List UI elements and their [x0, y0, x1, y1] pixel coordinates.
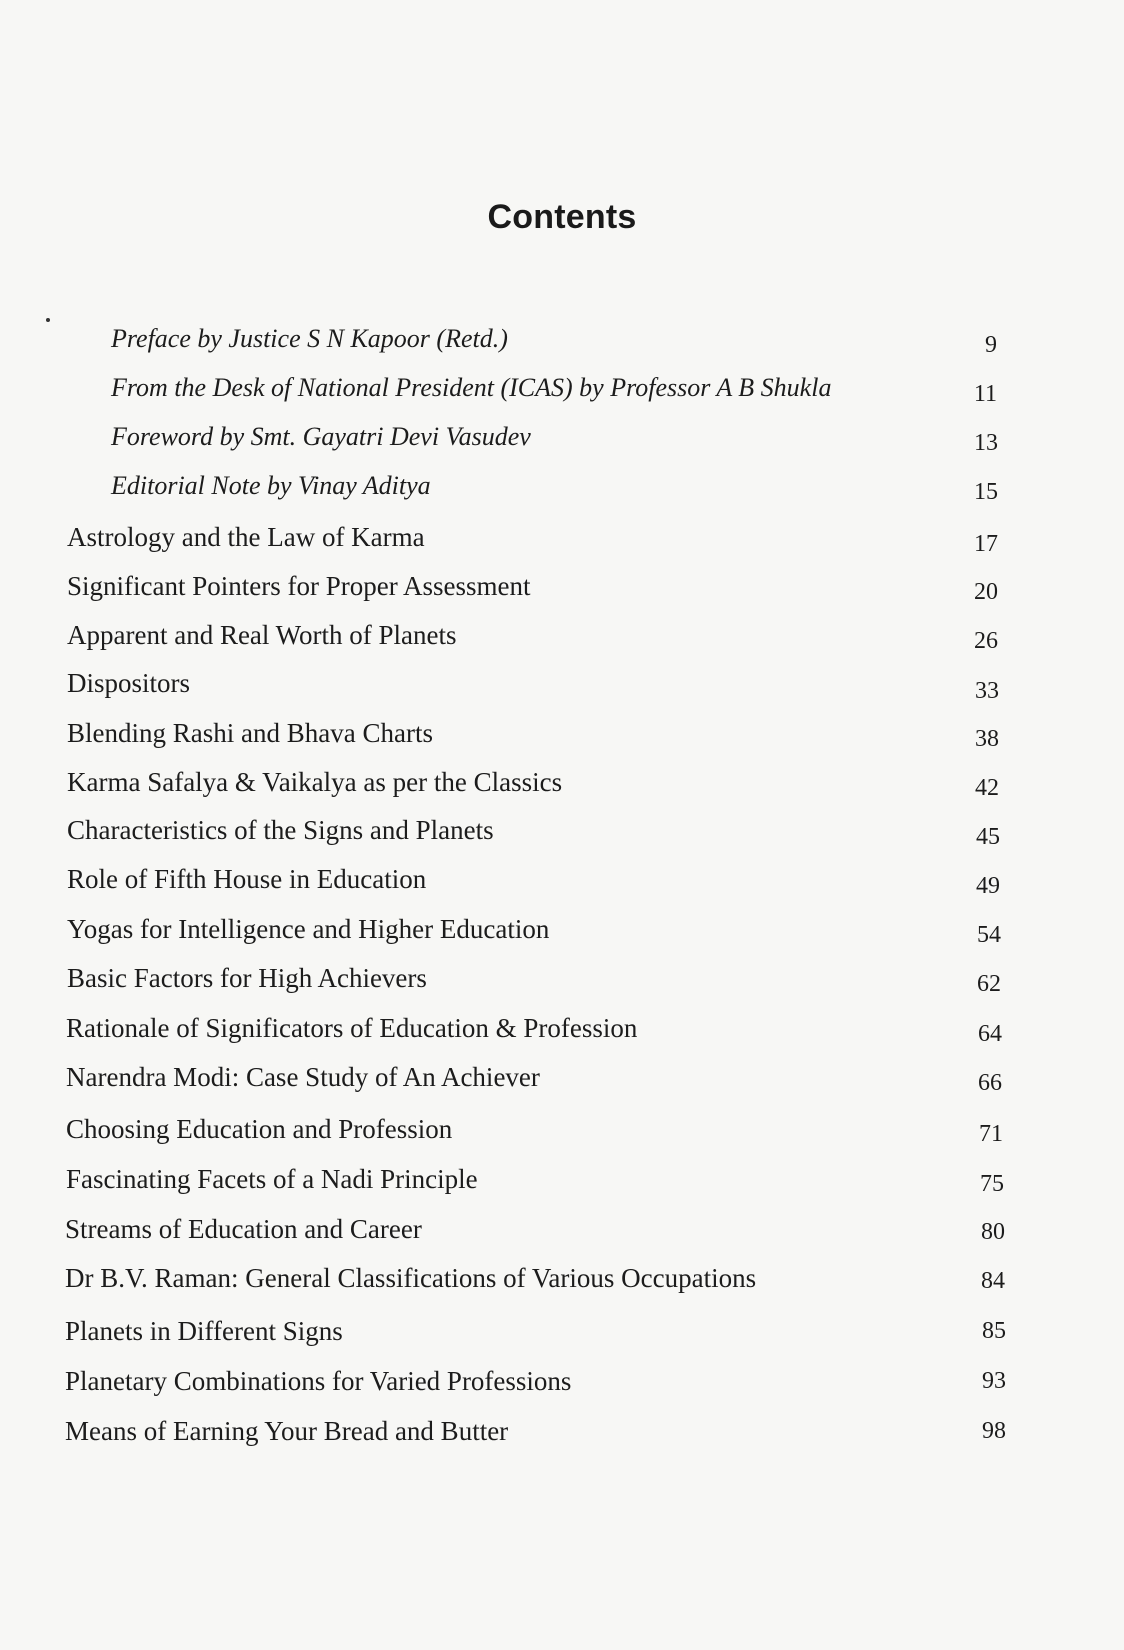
- toc-entry-page: 42: [975, 775, 999, 801]
- toc-entry-page: 15: [974, 479, 998, 505]
- toc-entry-label: Fascinating Facets of a Nadi Principle: [66, 1164, 478, 1194]
- toc-entry-page: 45: [976, 824, 1000, 850]
- toc-entry-label: Preface by Justice S N Kapoor (Retd.): [111, 324, 508, 353]
- toc-entry-page: 93: [982, 1368, 1006, 1394]
- toc-chapter-entry: [0, 1261, 1124, 1301]
- toc-entry-label: From the Desk of National President (ICAS) by Professor A B Shukla: [111, 373, 832, 402]
- toc-entry-label: Rationale of Significators of Education & Profession: [66, 1013, 638, 1043]
- toc-entry-label: Blending Rashi and Bhava Charts: [67, 718, 433, 748]
- toc-entry-label: Narendra Modi: Case Study of An Achiever: [66, 1062, 540, 1092]
- toc-entry-page: 11: [973, 381, 997, 407]
- toc-entry-label: Means of Earning Your Bread and Butter: [65, 1416, 509, 1446]
- toc-chapter-entry: [0, 1162, 1124, 1202]
- toc-entry-label: Streams of Education and Career: [65, 1214, 422, 1244]
- toc-chapter-entry: [0, 1314, 1124, 1354]
- toc-chapter-entry: [0, 520, 1124, 560]
- toc-entry-page: 13: [974, 430, 998, 456]
- toc-chapter-entry: [0, 912, 1124, 952]
- toc-chapter-entry: [0, 961, 1124, 1001]
- toc-entry-page: 66: [978, 1070, 1002, 1096]
- toc-front-matter-entry: [0, 420, 1124, 460]
- toc-chapter-entry: [0, 813, 1124, 853]
- toc-entry-label: Yogas for Intelligence and Higher Education: [67, 914, 550, 944]
- toc-entry-label: Choosing Education and Profession: [66, 1114, 453, 1144]
- toc-entry-page: 98: [982, 1418, 1006, 1444]
- toc-entry-page: 17: [974, 531, 998, 557]
- toc-entry-page: 84: [981, 1268, 1005, 1294]
- toc-front-matter-entry: [0, 322, 1124, 362]
- toc-chapter-entry: [0, 618, 1124, 658]
- toc-entry-label: Karma Safalya & Vaikalya as per the Classics: [67, 767, 563, 797]
- toc-entry-page: 85: [982, 1318, 1006, 1344]
- toc-chapter-entry: [0, 1060, 1124, 1100]
- toc-entry-label: Editorial Note by Vinay Aditya: [111, 471, 431, 500]
- toc-entry-page: 20: [974, 579, 998, 605]
- toc-entry-label: Planetary Combinations for Varied Professions: [65, 1366, 572, 1396]
- toc-entry-label: Planets in Different Signs: [65, 1316, 343, 1346]
- toc-chapter-entry: [0, 716, 1124, 756]
- toc-entry-label: Dispositors: [67, 668, 191, 698]
- toc-entry-label: Characteristics of the Signs and Planets: [67, 815, 494, 845]
- toc-chapter-entry: [0, 1212, 1124, 1252]
- toc-front-matter-entry: [0, 469, 1124, 509]
- toc-entry-page: 64: [978, 1021, 1002, 1047]
- page-title: Contents: [487, 198, 637, 236]
- toc-entry-page: 9: [985, 332, 997, 358]
- toc-entry-label: Role of Fifth House in Education: [67, 864, 427, 894]
- toc-entry-page: 71: [979, 1121, 1003, 1147]
- toc-chapter-entry: [0, 666, 1124, 706]
- toc-front-matter-entry: [0, 371, 1124, 411]
- toc-chapter-entry: [0, 862, 1124, 902]
- toc-entry-label: Basic Factors for High Achievers: [67, 963, 427, 993]
- toc-entry-page: 54: [977, 922, 1001, 948]
- toc-entry-page: 26: [974, 628, 998, 654]
- toc-entry-page: 49: [976, 873, 1000, 899]
- toc-entry-page: 80: [981, 1219, 1005, 1245]
- toc-entry-page: 62: [977, 971, 1001, 997]
- toc-chapter-entry: [0, 765, 1124, 805]
- toc-entry-page: 75: [980, 1171, 1004, 1197]
- toc-entry-label: Significant Pointers for Proper Assessment: [67, 571, 531, 601]
- toc-entry-label: Foreword by Smt. Gayatri Devi Vasudev: [111, 422, 531, 451]
- toc-chapter-entry: [0, 1011, 1124, 1051]
- toc-entry-page: 33: [975, 678, 999, 704]
- toc-entry-page: 38: [975, 726, 999, 752]
- toc-chapter-entry: [0, 1112, 1124, 1152]
- toc-entry-label: Astrology and the Law of Karma: [67, 522, 425, 552]
- toc-entry-label: Apparent and Real Worth of Planets: [67, 620, 457, 650]
- toc-chapter-entry: [0, 569, 1124, 609]
- toc-chapter-entry: [0, 1364, 1124, 1404]
- toc-chapter-entry: [0, 1414, 1124, 1454]
- toc-entry-label: Dr B.V. Raman: General Classifications of Various Occupations: [65, 1263, 757, 1293]
